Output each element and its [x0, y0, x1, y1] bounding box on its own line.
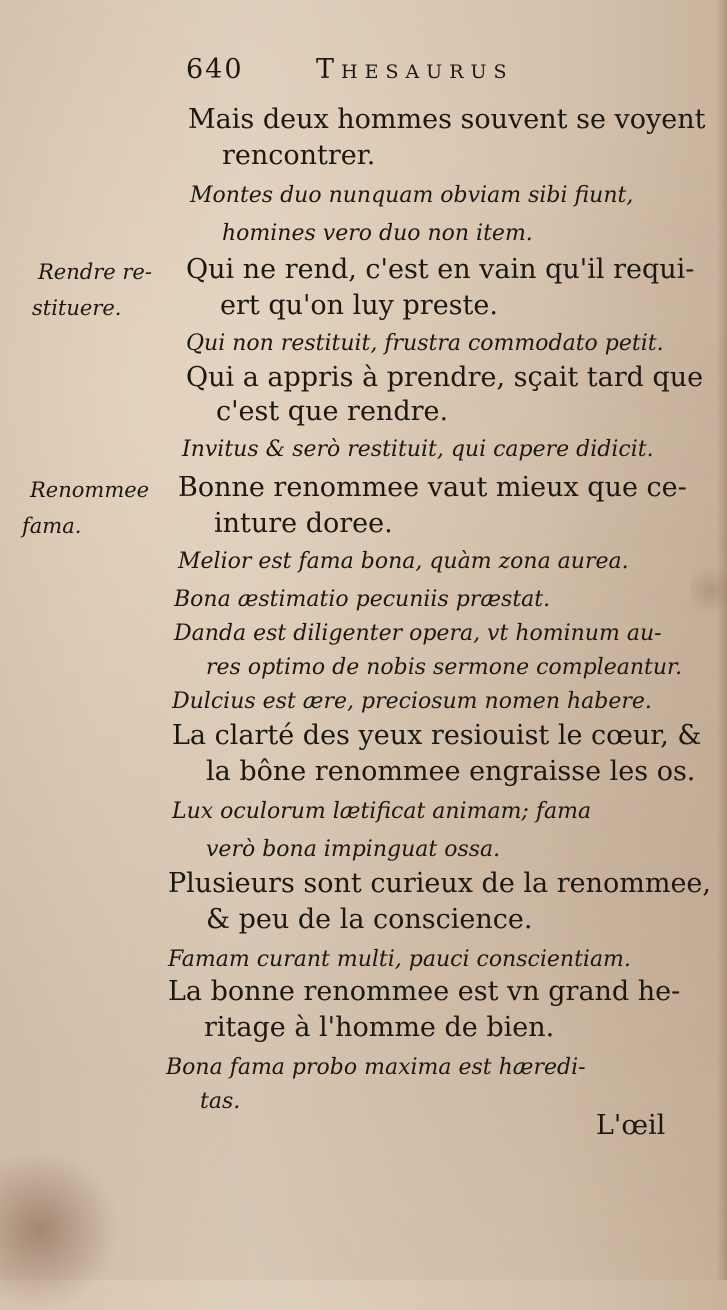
text-line: Qui ne rend, c'est en vain qu'il requi-: [186, 254, 695, 285]
text-line: Qui a appris à prendre, sçait tard que: [186, 362, 704, 393]
margin-note: fama.: [22, 514, 82, 538]
text-line: Bonne renommee vaut mieux que ce-: [178, 472, 687, 503]
text-line: ert qu'on luy preste.: [220, 290, 498, 321]
text-line: Famam curant multi, pauci conscientiam.: [168, 947, 631, 972]
text-line: la bône renommee engraisse les os.: [206, 756, 696, 787]
text-line: Bona fama probo maxima est hæredi-: [166, 1055, 586, 1080]
text-line: tas.: [200, 1089, 241, 1114]
margin-note: Rendre re-: [38, 260, 152, 284]
text-line: inture doree.: [214, 508, 393, 539]
text-line: verò bona impinguat ossa.: [206, 837, 501, 862]
page-edge: [717, 0, 727, 1280]
text-line: Mais deux hommes souvent se voyent: [188, 104, 706, 135]
margin-note: Renommee: [30, 478, 150, 502]
text-line: c'est que rendre.: [216, 396, 449, 427]
running-head: [186, 54, 514, 85]
text-line: ritage à l'homme de bien.: [204, 1012, 555, 1043]
text-line: La clarté des yeux resiouist le cœur, &: [172, 720, 702, 751]
text-line: La bonne renommee est vn grand he-: [168, 976, 681, 1007]
text-line: Danda est diligenter opera, vt hominum au-: [174, 621, 662, 646]
page-number: 640: [186, 54, 244, 85]
text-line: Montes duo nunquam obviam sibi fiunt,: [190, 183, 634, 208]
text-line: homines vero duo non item.: [222, 221, 533, 246]
text-line: Melior est fama bona, quàm zona aurea.: [178, 549, 629, 574]
catchword: L'œil: [596, 1110, 666, 1141]
margin-note: stituere.: [32, 296, 122, 320]
text-line: Invitus & serò restituit, qui capere didicit.: [182, 437, 654, 462]
text-line: Bona æstimatio pecuniis præstat.: [174, 587, 551, 612]
text-line: Qui non restituit, frustra commodato petit.: [186, 331, 664, 356]
text-line: & peu de la conscience.: [206, 904, 533, 935]
running-title: Thesaurus: [316, 54, 514, 85]
text-line: res optimo de nobis sermone compleantur.: [206, 655, 683, 680]
ink-stain: [0, 1150, 120, 1310]
text-line: rencontrer.: [222, 140, 376, 171]
text-line: Plusieurs sont curieux de la renommee,: [168, 868, 711, 899]
text-line: Dulcius est ære, preciosum nomen habere.: [172, 689, 652, 714]
text-line: Lux oculorum lætificat animam; fama: [172, 799, 592, 824]
